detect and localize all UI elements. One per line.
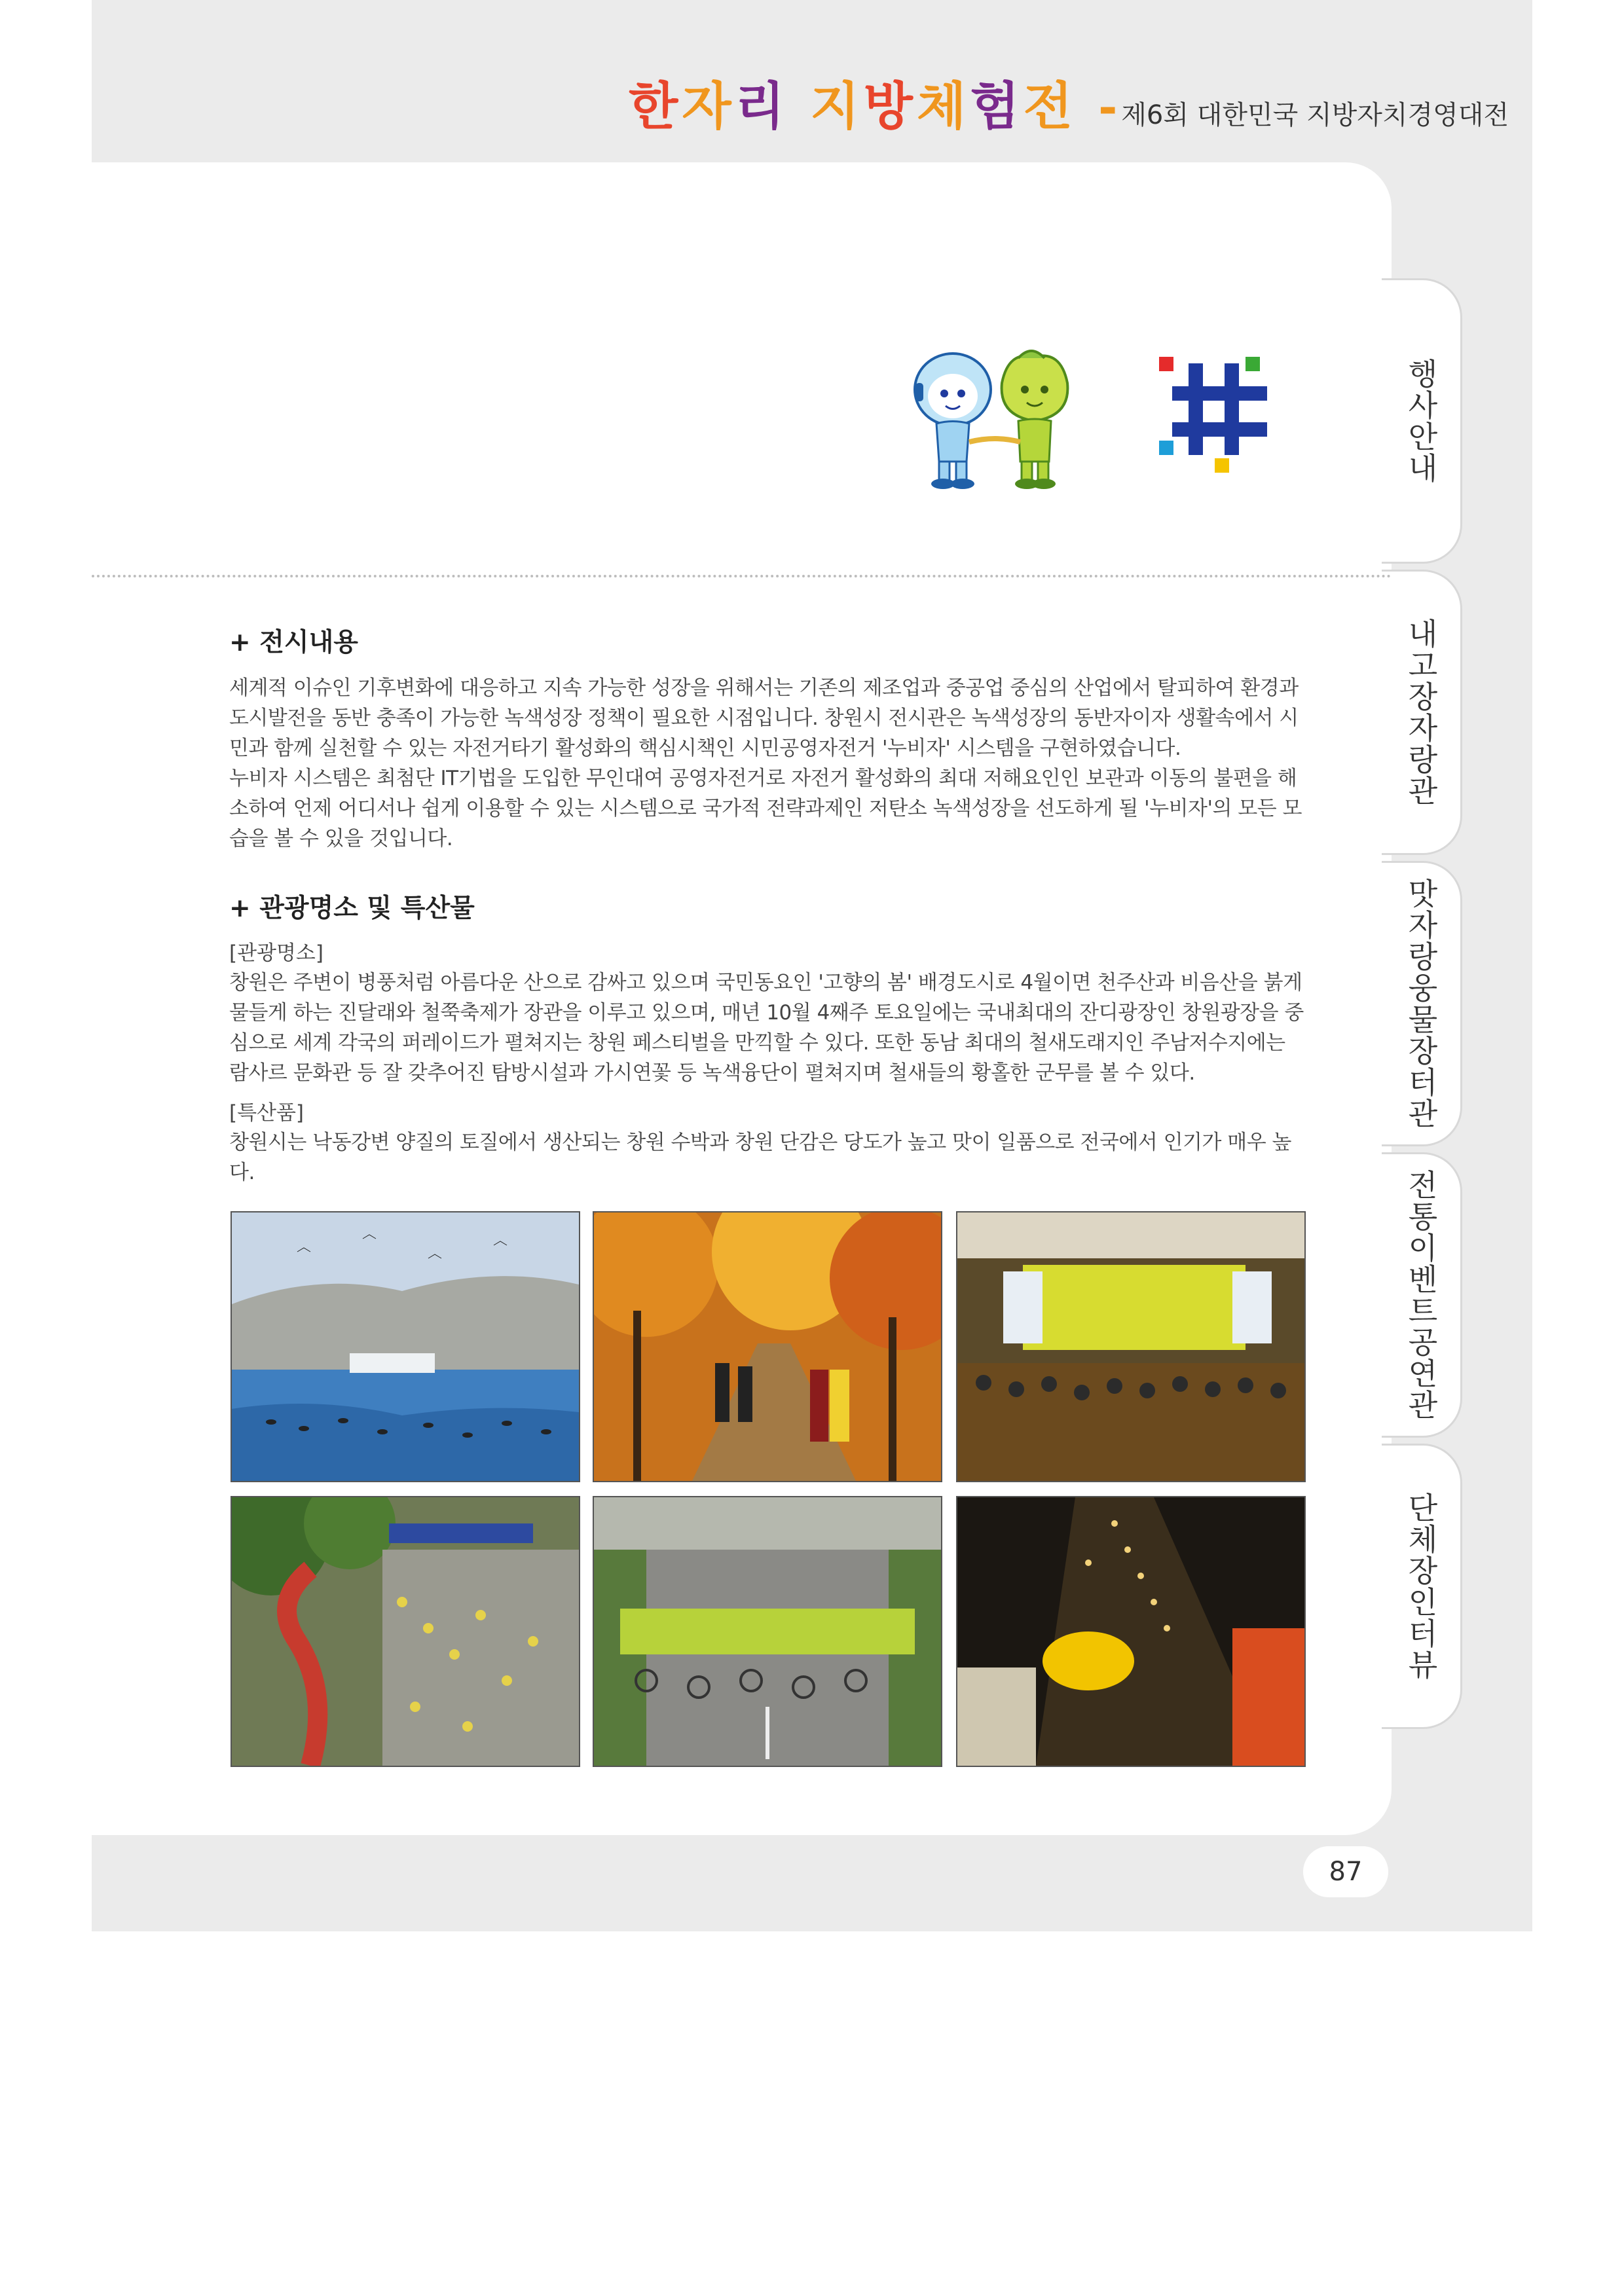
exhibition-paragraph-1: 세계적 이슈인 기후변화에 대응하고 지속 가능한 성장을 위해서는 기존의 제조업과 중공업 중심의 산업에서 탈피하여 환경과 도시발전을 동반 충족이 가능한 녹색성장 정책이 필요한 시점입니다. 창원시 전시관은 녹색성장의 동반자이자 생활속에서 시민과 함께 실천할 수 있는 자전거타기 활성화의 핵심시책인 시민공영자전거 '누비자' 시스템을 구현하였습니다. [229, 676, 1299, 760]
tourist-spots-label: [관광명소] [229, 941, 323, 965]
tab-event-info[interactable] [1382, 278, 1462, 564]
section-divider [92, 575, 1392, 577]
header-title-char: 전 [1023, 77, 1077, 136]
header-title-char: 자 [682, 77, 735, 136]
tab-hometown-pavilion[interactable] [1382, 570, 1462, 855]
header-subtitle: 제6회 대한민국 지방자치경영대전 [1121, 100, 1509, 130]
tourism-section-title: + 관광명소 및 특산물 [229, 894, 475, 923]
header-title-char: 체 [916, 77, 970, 136]
tab-label: 행사안내 [1403, 358, 1439, 484]
photo-conference-hall [956, 1211, 1306, 1482]
photo-autumn-forest-path [593, 1211, 942, 1482]
article-body [229, 622, 1310, 1188]
tourist-spots-text: 창원은 주변이 병풍처럼 아름다운 산으로 감싸고 있으며 국민동요인 '고향의 봄' 배경도시로 4월이면 천주산과 비음산을 붉게 물들게 하는 진달래와 철쭉축제가 장관을 이루고 있으며, 매년 10월 4째주 토요일에는 국내최대의 잔디광장인 창원광장을 중심으로 세계 각국의 퍼레이드가 펼쳐지는 창원 페스티벌을 만끽할 수 있다. 또한 동남 최대의 철새도래지인 주남저수지에는 람사르 문화관 등 잘 갖추어진 탐방시설과 가시연꽃 등 녹색융단이 펼쳐지며 철새들의 황홀한 군무를 볼 수 있다. [229, 971, 1304, 1085]
tab-label: 전통이벤트공연관 [1403, 1169, 1439, 1421]
photo-cycling-crowd-park [231, 1496, 580, 1767]
page-header [629, 65, 1509, 139]
header-title-char: 험 [970, 77, 1024, 136]
photo-night-festival-parade [956, 1496, 1306, 1767]
holding-hands [969, 439, 1020, 442]
header-title [629, 77, 1098, 136]
blue-mascot [915, 354, 991, 489]
tab-label: 맛자랑웅물장터관 [1403, 878, 1439, 1129]
tab-traditional-events[interactable] [1382, 1152, 1462, 1438]
exhibition-section-title: + 전시내용 [229, 628, 358, 657]
tab-label: 내고장자랑관 [1403, 618, 1439, 807]
photo-cycling-parade-road [593, 1496, 942, 1767]
tab-label: 단체장인터뷰 [1403, 1492, 1439, 1681]
header-title-char: 리 [735, 77, 789, 136]
city-emblem-logo [1159, 357, 1280, 475]
tab-local-food-market[interactable] [1382, 861, 1462, 1146]
header-dash: - [1098, 81, 1118, 135]
exhibition-paragraph-2: 누비자 시스템은 최첨단 IT기법을 도입한 무인대여 공영자전거로 자전거 활성화의 최대 저해요인인 보관과 이동의 불편을 해소하여 언제 어디서나 쉽게 이용할 수 있는 시스템으로 국가적 전략과제인 저탄소 녹색성장을 선도하게 될 '누비자'의 모든 모습을 볼 수 있을 것입니다. [229, 767, 1302, 850]
city-mascots-image [904, 344, 1080, 494]
specialty-products-label: [특산품] [229, 1101, 304, 1125]
header-title-char: 방 [863, 77, 917, 136]
photo-migratory-birds-lake [231, 1211, 580, 1482]
green-mascot [1002, 351, 1068, 489]
tab-mayor-interview[interactable] [1382, 1444, 1462, 1729]
header-title-char: 지 [810, 77, 864, 136]
specialty-products-text: 창원시는 낙동강변 양질의 토질에서 생산되는 창원 수박과 창원 단감은 당도가 높고 맛이 일품으로 전국에서 인기가 매우 높다. [229, 1131, 1291, 1184]
header-title-char [788, 77, 810, 136]
header-title-char: 한 [629, 77, 682, 136]
page-number: 87 [1303, 1846, 1388, 1897]
